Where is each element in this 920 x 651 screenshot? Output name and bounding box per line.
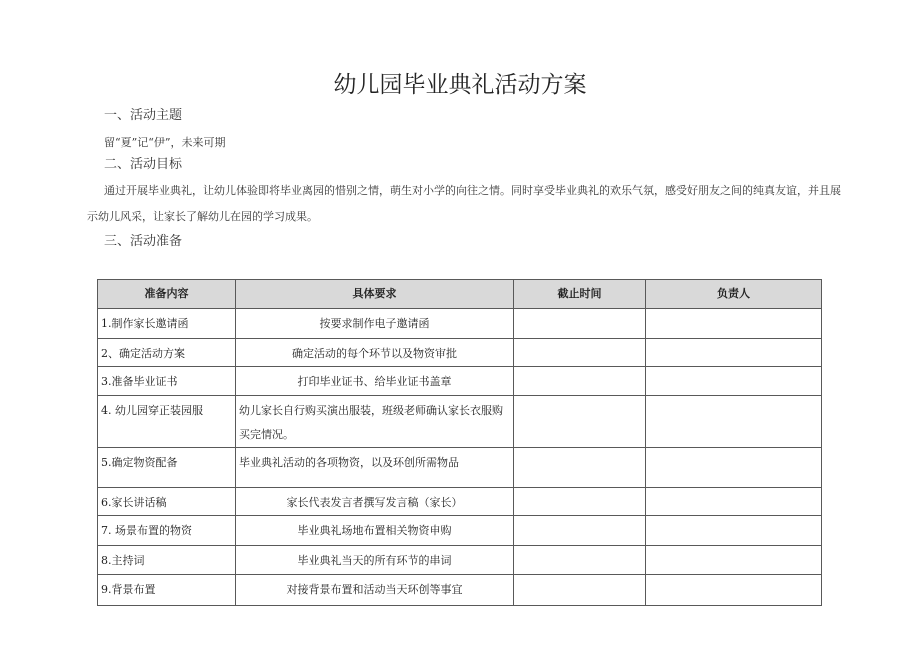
deadline-cell <box>514 516 646 546</box>
section-heading-goals: 二、活动目标 <box>104 157 183 172</box>
item-cell: 2、确定活动方案 <box>98 339 236 367</box>
item-cell: 6.家长讲话稿 <box>98 488 236 516</box>
header-owner: 负责人 <box>646 280 822 309</box>
table-row <box>98 367 822 396</box>
goals-line-2: 示幼儿风采，让家长了解幼儿在园的学习成果。 <box>87 210 318 223</box>
owner-cell <box>646 546 822 575</box>
table-row <box>98 396 822 448</box>
header-requirement: 具体要求 <box>236 280 514 309</box>
table-row <box>98 339 822 367</box>
deadline-cell <box>514 488 646 516</box>
owner-cell <box>646 516 822 546</box>
deadline-cell <box>514 309 646 339</box>
deadline-cell <box>514 575 646 606</box>
owner-cell <box>646 367 822 396</box>
requirement-cell: 打印毕业证书、给毕业证书盖章 <box>236 367 514 396</box>
owner-cell <box>646 575 822 606</box>
table-row <box>98 309 822 339</box>
table-header-row <box>98 280 822 309</box>
item-cell: 4. 幼儿园穿正装园服 <box>98 396 236 448</box>
deadline-cell <box>514 396 646 448</box>
requirement-cell: 按要求制作电子邀请函 <box>236 309 514 339</box>
table-row <box>98 546 822 575</box>
requirement-cell: 幼儿家长自行购买演出服装，班级老师确认家长衣服购买完情况。 <box>236 396 514 448</box>
goals-line-1: 通过开展毕业典礼，让幼儿体验即将毕业离园的惜别之情，萌生对小学的向往之情。同时享受毕业典礼的欢乐气氛，感受好朋友之间的纯真友谊，并且展 <box>104 184 841 197</box>
preparation-table <box>97 279 822 606</box>
header-item: 准备内容 <box>98 280 236 309</box>
requirement-cell: 毕业典礼活动的各项物资，以及环创所需物品 <box>236 448 514 488</box>
owner-cell <box>646 309 822 339</box>
theme-text: 留“夏”记“伊”，未来可期 <box>104 136 226 149</box>
table-row <box>98 575 822 606</box>
item-cell: 8.主持词 <box>98 546 236 575</box>
deadline-cell <box>514 448 646 488</box>
item-cell: 3.准备毕业证书 <box>98 367 236 396</box>
owner-cell <box>646 339 822 367</box>
table-row <box>98 448 822 488</box>
deadline-cell <box>514 339 646 367</box>
header-deadline: 截止时间 <box>514 280 646 309</box>
requirement-cell: 确定活动的每个环节以及物资审批 <box>236 339 514 367</box>
section-heading-preparation: 三、活动准备 <box>104 234 183 249</box>
item-cell: 1.制作家长邀请函 <box>98 309 236 339</box>
requirement-cell: 毕业典礼当天的所有环节的串词 <box>236 546 514 575</box>
owner-cell <box>646 448 822 488</box>
requirement-cell: 家长代表发言者撰写发言稿（家长） <box>236 488 514 516</box>
requirement-cell: 对接背景布置和活动当天环创等事宜 <box>236 575 514 606</box>
table-row <box>98 516 822 546</box>
item-cell: 9.背景布置 <box>98 575 236 606</box>
owner-cell <box>646 488 822 516</box>
section-heading-theme: 一、活动主题 <box>104 108 183 123</box>
requirement-cell: 毕业典礼场地布置相关物资申购 <box>236 516 514 546</box>
deadline-cell <box>514 367 646 396</box>
document-title: 幼儿园毕业典礼活动方案 <box>333 72 587 98</box>
deadline-cell <box>514 546 646 575</box>
item-cell: 7. 场景布置的物资 <box>98 516 236 546</box>
table-row <box>98 488 822 516</box>
goals-paragraph <box>87 178 841 230</box>
item-cell: 5.确定物资配备 <box>98 448 236 488</box>
owner-cell <box>646 396 822 448</box>
